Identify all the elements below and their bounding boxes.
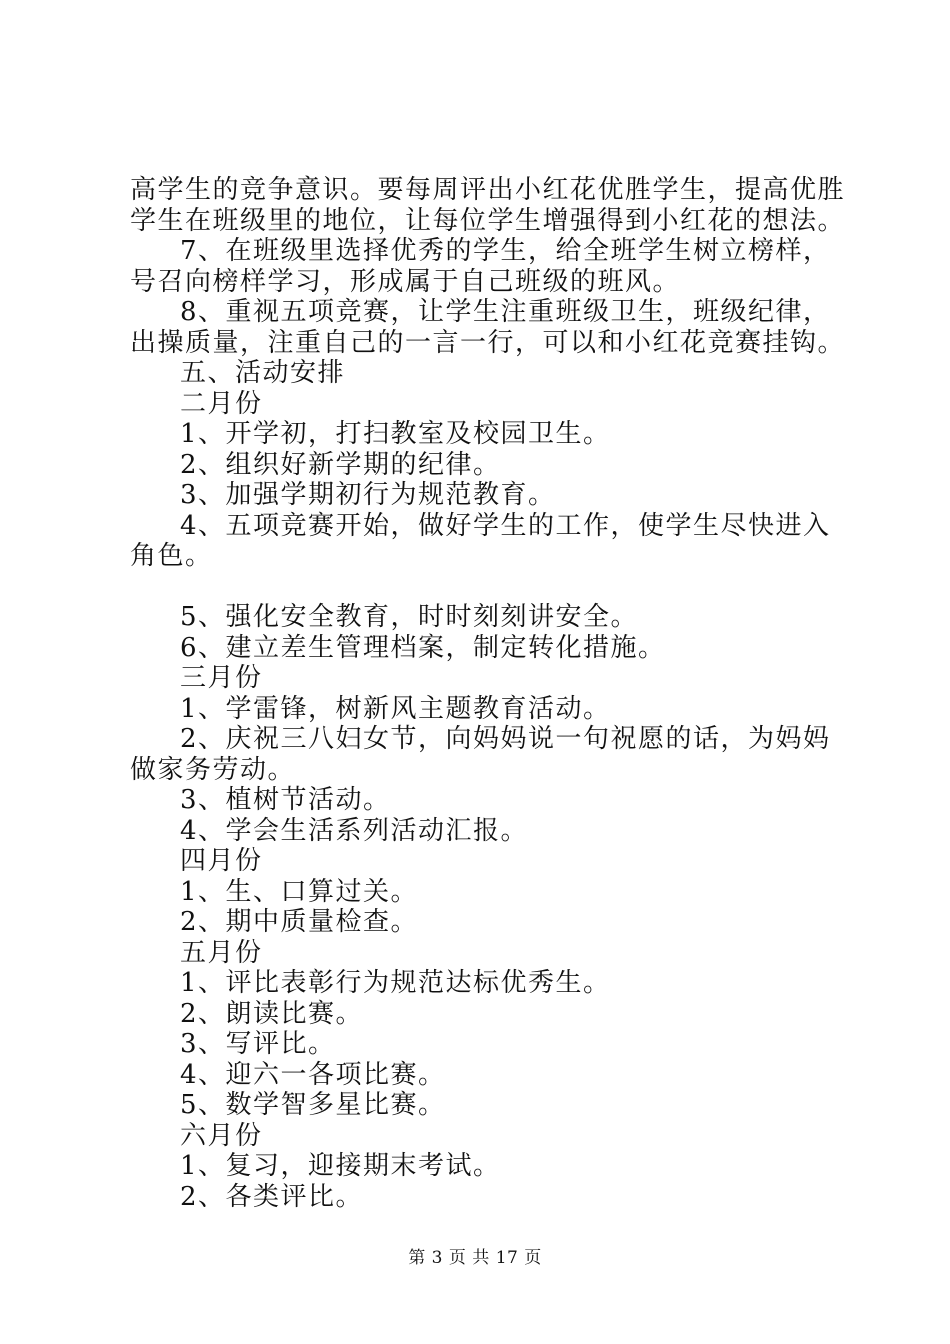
paragraph: 六月份 xyxy=(180,1120,263,1151)
paragraph: 2、组织好新学期的纪律。 xyxy=(180,449,501,480)
paragraph: 2、朗读比赛。 xyxy=(180,998,364,1029)
paragraph: 4、迎六一各项比赛。 xyxy=(180,1059,446,1090)
paragraph: 4、学会生活系列活动汇报。 xyxy=(180,815,529,846)
paragraph: 1、复习，迎接期末考试。 xyxy=(180,1151,501,1181)
paragraph: 1、学雷锋，树新风主题教育活动。 xyxy=(180,693,611,724)
page-footer: 第 3 页 共 17 页 xyxy=(408,1248,542,1268)
paragraph: 1、开学初，打扫教室及校园卫生。 xyxy=(180,419,611,449)
paragraph: 五月份 xyxy=(180,937,263,968)
paragraph: 二月份 xyxy=(180,388,263,419)
paragraph: 2、各类评比。 xyxy=(180,1181,364,1212)
paragraph: 1、生、口算过关。 xyxy=(180,876,419,907)
paragraph: 6、建立差生管理档案，制定转化措施。 xyxy=(180,632,666,663)
paragraph: 2、庆祝三八妇女节，向妈妈说一句祝愿的话，为妈妈做家务劳动。 xyxy=(130,724,831,785)
paragraph: 高学生的竞争意识。要每周评出小红花优胜学生，提高优胜学生在班级里的地位，让每位学生增强得到小红花的想法。 xyxy=(130,175,846,236)
paragraph: 3、植树节活动。 xyxy=(180,785,391,815)
paragraph: 3、写评比。 xyxy=(180,1029,336,1059)
paragraph: 7、在班级里选择优秀的学生，给全班学生树立榜样，号召向榜样学习，形成属于自己班级的班风。 xyxy=(130,236,831,297)
paragraph: 3、加强学期初行为规范教育。 xyxy=(180,480,556,510)
paragraph: 8、重视五项竞赛，让学生注重班级卫生，班级纪律，出操质量，注重自己的一言一行，可以和小红花竞赛挂钩。 xyxy=(130,297,846,358)
paragraph: 三月份 xyxy=(180,663,263,693)
paragraph: 2、期中质量检查。 xyxy=(180,907,419,937)
paragraph: 4、五项竞赛开始，做好学生的工作，使学生尽快进入角色。 xyxy=(130,510,831,571)
paragraph: 五、活动安排 xyxy=(180,358,346,388)
paragraph: 5、强化安全教育，时时刻刻讲安全。 xyxy=(180,602,639,632)
blank-line xyxy=(130,572,850,603)
paragraph: 1、评比表彰行为规范达标优秀生。 xyxy=(180,968,611,998)
paragraph: 四月份 xyxy=(180,846,263,876)
document-body xyxy=(130,175,850,1212)
paragraph: 5、数学智多星比赛。 xyxy=(180,1090,446,1120)
